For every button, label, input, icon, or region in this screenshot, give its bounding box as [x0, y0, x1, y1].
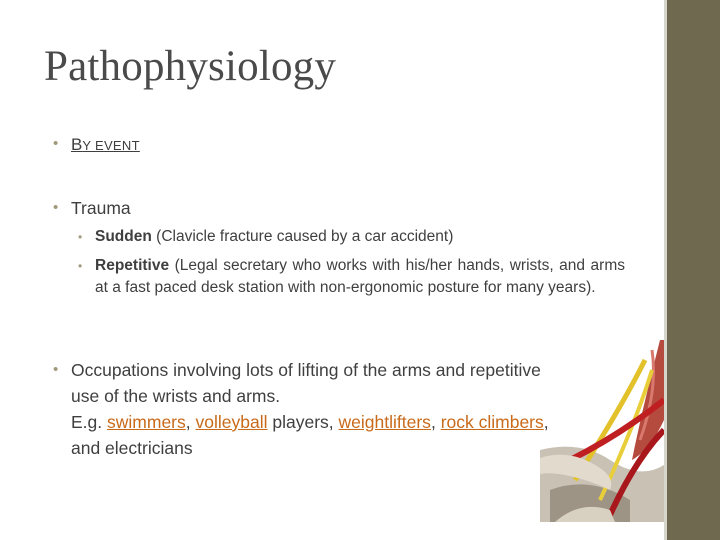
by-event-label: BY EVENT	[71, 135, 140, 154]
link-volleyball[interactable]: volleyball	[195, 412, 268, 432]
repetitive-text: (Legal secretary who works with his/her hands, wrists, and arms at a fast paced desk station with non-ergonomic posture for many years).	[95, 257, 626, 296]
occupations-line-1: Occupations involving lots of lifting of the arms and repetitive	[71, 360, 541, 380]
slide-title: Pathophysiology	[44, 43, 337, 90]
link-weightlifters[interactable]: weightlifters	[338, 412, 431, 432]
bullet-dot: •	[53, 199, 59, 216]
occupations-line-3: E.g. swimmers, volleyball players, weightlifters, rock climbers,	[71, 412, 549, 432]
bullet-dot: •	[53, 361, 59, 378]
sub-bullet-dot: •	[78, 230, 83, 244]
sudden-text: (Clavicle fracture caused by a car accident)	[156, 228, 454, 245]
repetitive-label: Repetitive	[95, 257, 170, 274]
link-swimmers[interactable]: swimmers	[107, 412, 186, 432]
occupations-line-4: and electricians	[71, 438, 193, 458]
sub-bullet-dot: •	[78, 259, 83, 273]
trauma-label: Trauma	[71, 198, 131, 218]
bullet-dot: •	[53, 135, 59, 152]
sidebar-accent	[667, 0, 720, 540]
sudden-label: Sudden	[95, 228, 152, 245]
occupations-text	[71, 357, 631, 461]
link-rock-climbers[interactable]: rock climbers	[440, 412, 544, 432]
occupations-line-2: use of the wrists and arms.	[71, 386, 281, 406]
